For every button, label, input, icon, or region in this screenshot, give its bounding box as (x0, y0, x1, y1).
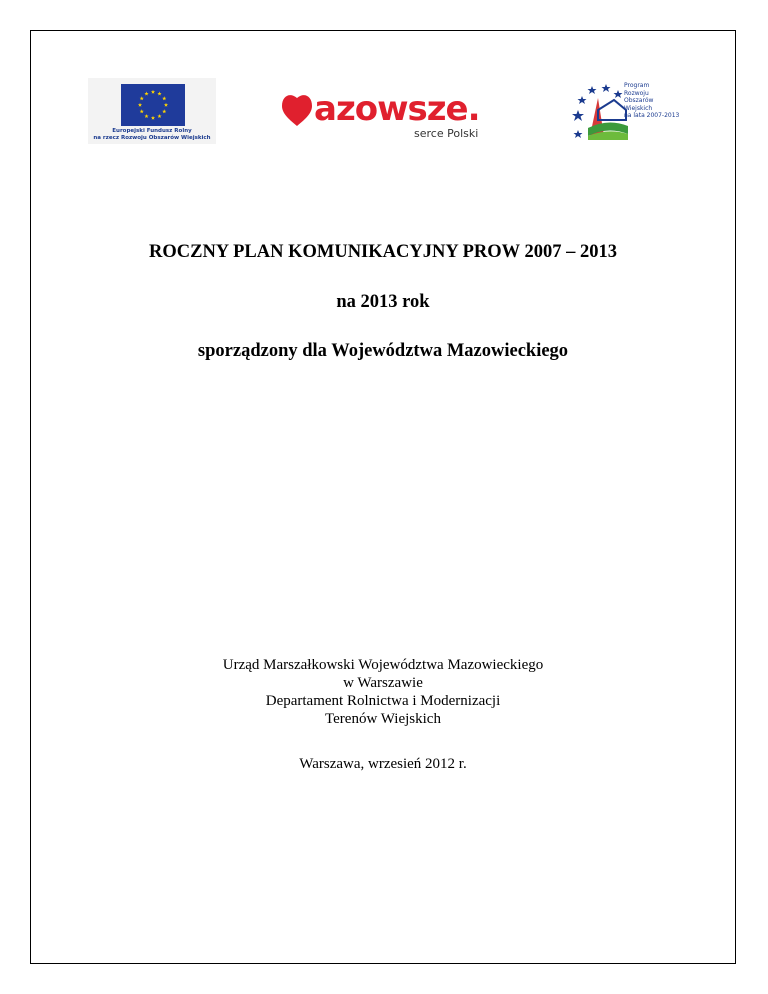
eu-star-icon (144, 92, 148, 96)
prow-emblem-icon (568, 76, 628, 142)
eu-caption-line2: na rzecz Rozwoju Obszarów Wiejskich (93, 135, 211, 141)
eu-star-icon (157, 92, 161, 96)
document-title: ROCZNY PLAN KOMUNIKACYJNY PROW 2007 – 2013 (149, 242, 617, 262)
eu-fund-logo (88, 78, 216, 144)
issuer-line: Urząd Marszałkowski Województwa Mazowieckiego (222, 657, 544, 673)
prow-line: Obszarów (624, 97, 654, 104)
document-region: sporządzony dla Województwa Mazowieckiego (197, 341, 569, 361)
eu-caption-line1: Europejski Fundusz Rolny (112, 128, 192, 134)
mazowsze-tagline: serce Polski (414, 127, 479, 140)
eu-flag-icon (121, 84, 185, 126)
issuer-line: Departament Rolnictwa i Modernizacji (265, 693, 501, 709)
prow-line: Wiejskich (624, 104, 653, 112)
eu-star-icon (157, 114, 161, 118)
prow-caption (624, 82, 679, 120)
eu-fund-caption (88, 128, 216, 142)
issuer-line: Terenów Wiejskich (325, 711, 441, 727)
issuer-line: w Warszawie (343, 675, 423, 691)
eu-star-icon (162, 109, 166, 113)
eu-star-icon (140, 109, 144, 113)
eu-star-icon (151, 116, 155, 120)
document-subtitle: na 2013 rok (336, 292, 430, 312)
eu-star-icon (164, 103, 168, 107)
prow-line: Rozwoju (624, 89, 649, 97)
eu-star-icon (162, 96, 166, 100)
issuer-block (30, 656, 736, 728)
svg-text:azowsze.: azowsze. (314, 89, 480, 128)
prow-line: na lata 2007-2013 (624, 112, 680, 119)
mazowsze-logo (278, 84, 508, 144)
mazowsze-wordmark-icon (278, 84, 508, 128)
eu-star-icon (151, 90, 155, 94)
eu-star-icon (140, 96, 144, 100)
place-date: Warszawa, wrzesień 2012 r. (299, 756, 467, 772)
page-border (30, 30, 736, 964)
eu-star-icon (144, 114, 148, 118)
eu-star-icon (138, 103, 142, 107)
prow-line: Program (624, 82, 650, 89)
prow-logo (568, 76, 692, 142)
